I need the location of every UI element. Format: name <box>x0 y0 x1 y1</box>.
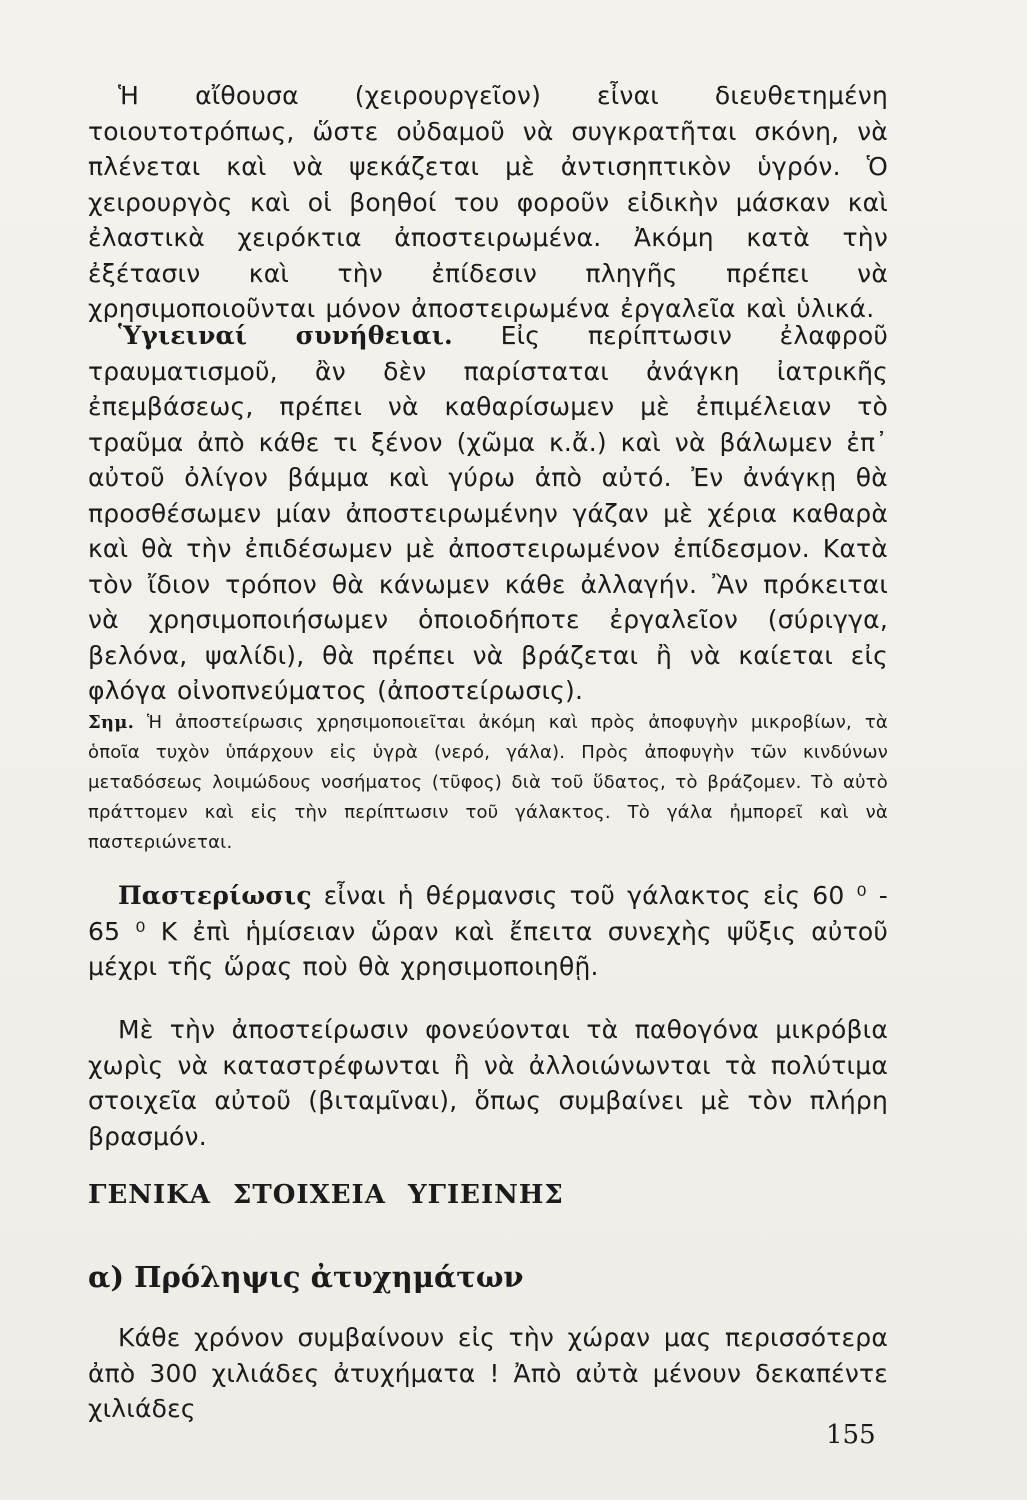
paragraph-body: Εἰς περίπτωσιν ἐλαφροῦ τραυματισμοῦ, ἂν δὲν παρίσταται ἀνάγκη ἰατρικῆς ἐπεμβάσεως, πρέπει νὰ καθαρίσωμεν μὲ ἐπιμέλειαν τὸ τραῦμα ἀπὸ κάθε τι ξένον (χῶμα κ.ἄ.) καὶ νὰ βάλωμεν ἐπ᾿ αὐτοῦ ὀλίγον βάμμα καὶ γύρω ἀπὸ αὐτό. Ἐν ἀνάγκῃ θὰ προσθέσωμεν μίαν ἀποστειρωμένην γάζαν μὲ χέρια καθαρὰ καὶ θὰ τὴν ἐπιδέσωμεν μὲ ἀποστειρωμένον ἐπίδεσμον. Κατὰ τὸν ἴδιον τρόπον θὰ κάνωμεν κάθε ἀλλαγήν. Ἂν πρόκειται νὰ χρησιμοποιήσωμεν ὁποιοδήποτε ἐργαλεῖον (σύριγγα, βελόνα, ψαλίδι), θὰ πρέπει νὰ βράζεται ἢ νὰ καίεται εἰς φλόγα οἰνοπνεύματος (ἀποστείρωσις). <box>88 321 888 705</box>
footnote-text <box>88 708 888 858</box>
page-number: 155 <box>826 1420 876 1450</box>
footnote-label: Σημ. <box>88 712 135 733</box>
paragraph-accidents <box>88 1320 888 1427</box>
paragraph-sterilization <box>88 1012 888 1154</box>
paragraph-text <box>88 878 888 985</box>
paragraph-text: Κάθε χρόνον συμβαίνουν εἰς τὴν χώραν μας περισσότερα ἀπὸ 300 χιλιάδες ἀτυχήματα ! Ἀπὸ αὐτὰ μένουν δεκαπέντε χιλιάδες <box>88 1323 888 1423</box>
paragraph-text <box>88 318 888 709</box>
paragraph-body: εἶναι ἡ θέρμανσις τοῦ γάλακτος εἰς 60 ⁰ - 65 ⁰ Κ ἐπὶ ἡμίσειαν ὥραν καὶ ἔπειτα συνεχὴς ψῦξις αὐτοῦ μέχρι τῆς ὥρας ποὺ θὰ χρησιμοποιηθῇ. <box>88 881 888 981</box>
paragraph-lead-term: Ὑγιειναί συνήθειαι. <box>118 321 453 350</box>
subsection-heading: α) Πρόληψις ἀτυχημάτων <box>88 1260 524 1294</box>
paragraph-text: Μὲ τὴν ἀποστείρωσιν φονεύονται τὰ παθογόνα μικρόβια χωρὶς νὰ καταστρέφωνται ἢ νὰ ἀλλοιώνωνται τὰ πολύτιμα στοιχεῖα αὐτοῦ (βιταμῖναι), ὅπως συμβαίνει μὲ τὸν πλήρη βρασμόν. <box>88 1015 888 1151</box>
footnote-body: Ἡ ἀποστείρωσις χρησιμοποιεῖται ἀκόμη καὶ πρὸς ἀποφυγὴν μικροβίων, τὰ ὁποῖα τυχὸν ὑπάρχουν εἰς ὑγρὰ (νερό, γάλα). Πρὸς ἀποφυγὴν τῶν κινδύνων μεταδόσεως λοιμώδους νοσήματος (τῦφος) διὰ τοῦ ὕδατος, τὸ βράζομεν. Τὸ αὐτὸ πράττομεν καὶ εἰς τὴν περίπτωσιν τοῦ γάλακτος. Τὸ γάλα ἠμπορεῖ καὶ νὰ παστεριώνεται. <box>88 712 888 853</box>
paragraph-operating-room <box>88 78 888 327</box>
paragraph-hygiene-habits <box>88 318 888 709</box>
footnote <box>88 708 888 858</box>
section-heading: ΓΕΝΙΚΑ ΣΤΟΙΧΕΙΑ ΥΓΙΕΙΝΗΣ <box>88 1180 564 1210</box>
paragraph-pasteurization <box>88 878 888 985</box>
paragraph-lead-term: Παστερίωσις <box>118 881 312 910</box>
paragraph-text: Ἡ αἴθουσα (χειρουργεῖον) εἶναι διευθετημένη τοιουτοτρόπως, ὥστε οὐδαμοῦ νὰ συγκρατῆται σκόνη, νὰ πλένεται καὶ νὰ ψεκάζεται μὲ ἀντισηπτικὸν ὑγρόν. Ὁ χειρουργὸς καὶ οἱ βοηθοί του φοροῦν εἰδικὴν μάσκαν καὶ ἐλαστικὰ χειρόκτια ἀποστειρωμένα. Ἀκόμη κατὰ τὴν ἐξέτασιν καὶ τὴν ἐπίδεσιν πληγῆς πρέπει νὰ χρησιμοποιοῦνται μόνον ἀποστειρωμένα ἐργαλεῖα καὶ ὑλικά. <box>88 81 888 323</box>
